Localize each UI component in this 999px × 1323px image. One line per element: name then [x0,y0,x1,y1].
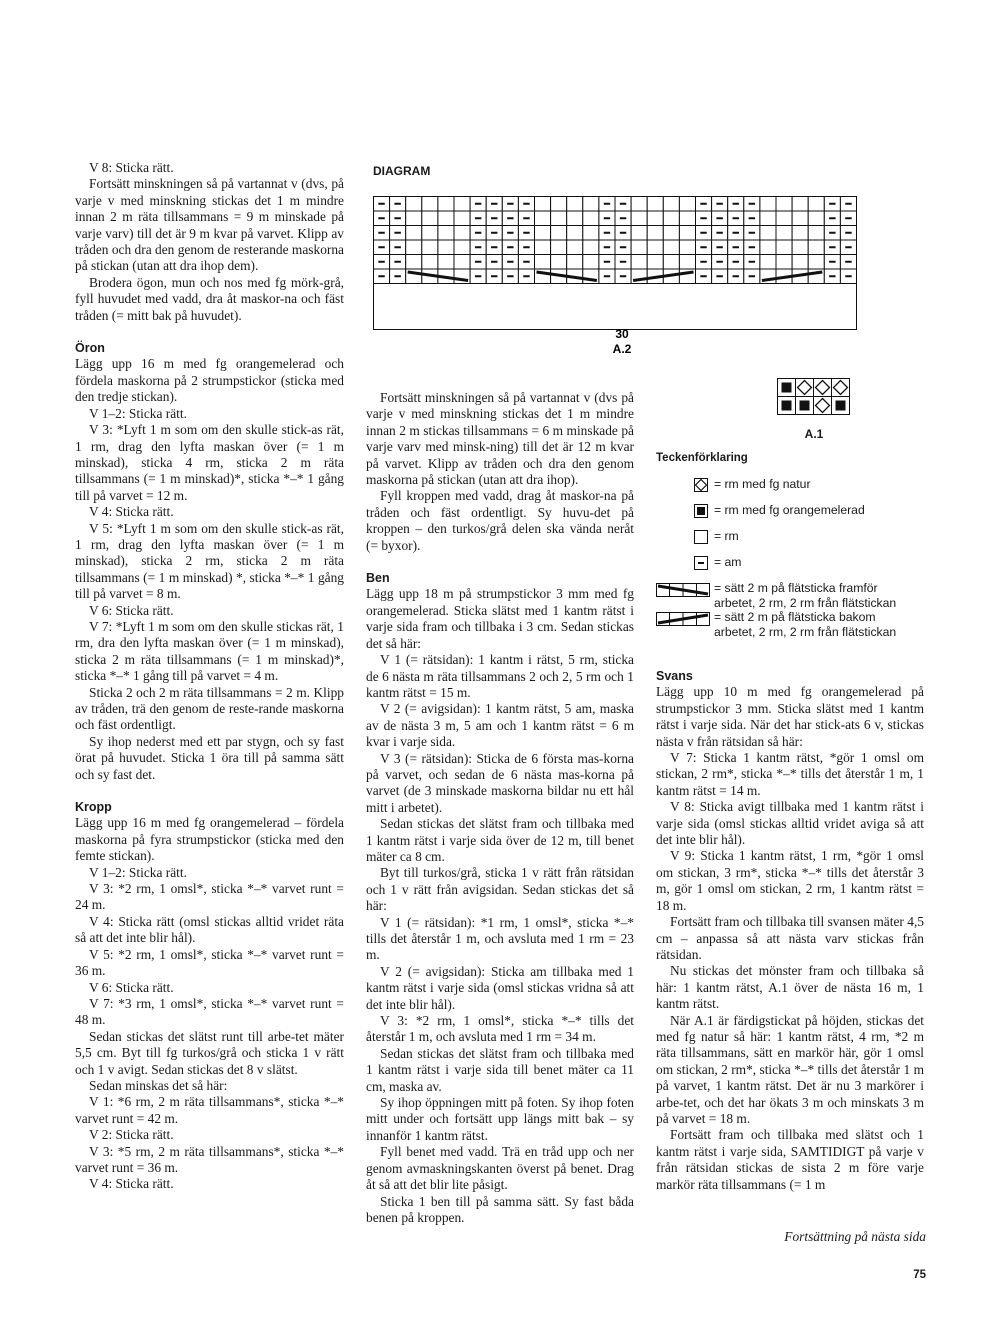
paragraph: Sticka 2 och 2 m räta tillsammans = 2 m. Klipp av tråden, trä den genom de reste-rande maskorna och fäst ordentligt. [75,684,344,733]
chart-cell [535,240,551,255]
chart-cell [567,226,583,241]
orange-stitch-mark [800,401,810,411]
chart-cell [422,197,438,212]
chart-cell [551,240,567,255]
paragraph: V 1–2: Sticka rätt. [89,405,187,421]
intro-paragraphs [75,160,344,324]
paragraph: V 1 (= rätsidan): 1 kantm i rätst, 5 rm, sticka de 6 nästa m räta tillsammans 2 och 2, 5 rm och 1 kantm rätst = 15 m. [366,652,634,700]
paragraph: Fortsätt fram och tillbaka med slätst och 1 kantm rätst i varje sida, SAMTIDIGT på varje v från rätsidan stickas de sista 2 m före varje markör räta tillsammans (= 1 m [656,1127,924,1192]
chart-cell [760,240,776,255]
paragraph: Byt till turkos/grå, sticka 1 v rätt från rätsidan och 1 v rätt från avigsidan. Sedan stickas det så här: [366,865,634,914]
chart-cell [776,255,792,270]
paragraph: V 7: *3 rm, 1 omsl*, sticka *–* varvet runt = 48 m. [75,995,344,1028]
chart-cell [647,255,663,270]
a1-grid [778,379,850,415]
chart-cell [567,240,583,255]
paragraph: V 3: *Lyft 1 m som om den skulle stick-as rät, 1 rm, drag den lyfta maskan över (= 1 m minskad), sticka 4 rm, sticka 2 m räta tillsammans (= 1 m minskad)*, sticka *–* 1 gång till på varvet = 12 m. [75,422,344,503]
a2-grid [374,197,857,330]
diagram-title: DIAGRAM [373,164,431,178]
paragraph: Fortsätt fram och tillbaka till svansen mäter 4,5 cm – anpassa så att nästa varv stickas från rätsidan. [656,914,924,962]
paragraph: V 8: Sticka rätt. [89,160,174,175]
chart-cell [454,197,470,212]
legend-title: Teckenförklaring [656,452,748,464]
chart-cell [663,197,679,212]
paragraph: Lägg upp 16 m med fg orangemelerad och fördela maskorna på 2 strumpstickor (sticka med den tredje stickan). [75,356,344,405]
paragraph: V 5: *2 rm, 1 omsl*, sticka *–* varvet runt = 36 m. [75,946,344,979]
chart-cell [406,255,422,270]
chart-cell [454,240,470,255]
chart-cell [776,197,792,212]
intro-paragraphs [366,390,634,554]
legend-text-cable-front: = sätt 2 m på flätsticka framför [714,581,878,595]
paragraph: V 1: *6 rm, 2 m räta tillsammans*, sticka *–* varvet runt = 42 m. [75,1094,344,1126]
chart-cell [776,211,792,226]
chart-cell [454,211,470,226]
chart-cell [567,211,583,226]
paragraph: Lägg upp 18 m på strumpstickor 3 mm med fg orangemelerad. Sticka slätst med 1 kantm rätst i varje sida fram och tillbaka i 3 cm. Sedan stickas det så här: [366,586,634,651]
heading-svans: Svans [656,669,693,683]
paragraph: V 7: Sticka 1 kantm rätst, *gör 1 omsl om stickan, 2 rm*, sticka *–* tills det återstår 1 m, 1 kantm rätst = 14 m. [656,750,924,798]
chart-cell [679,226,695,241]
chart-cell [647,240,663,255]
paragraph: Sy ihop nederst med ett par stygn, och sy fast örat på huvudet. Sticka 1 öra till på samma sätt och sy fast det. [75,733,344,782]
chart-cell [438,255,454,270]
legend-text-cable-back: = sätt 2 m på flätsticka bakom [714,610,876,624]
chart-cell [406,197,422,212]
chart-cell [551,255,567,270]
paragraph: Sedan stickas det slätst runt till arbe-tet mäter 5,5 cm. Byt till fg turkos/grå och sticka 1 v rätt och 1 v avigt. Sedan stickas det 8 v slätst. [75,1028,344,1077]
chart-cell [792,211,808,226]
chart-cell [422,240,438,255]
chart-cell [631,226,647,241]
chart-cell [663,211,679,226]
paragraph: V 2: Sticka rätt. [89,1127,174,1143]
chart-cell [551,197,567,212]
legend-text-natur: = rm med fg natur [714,477,811,491]
heading-ben: Ben [366,571,390,586]
a1-label: A.1 [804,427,824,441]
paragraph: V 7: *Lyft 1 m som om den skulle stickas rät, 1 rm, dra den lyfta maskan över (= 1 m minskad), sticka 2 m räta tillsammans (= 1 m minskad)*, sticka *–* 1 gång till på varvet = 4 m. [75,618,344,684]
chart-cell [760,226,776,241]
paragraph: Fyll kroppen med vadd, drag åt maskor-na på tråden och fäst ordentligt. Sy huvu-det på kroppen – den turkos/grå delen ska vända neråt (= byxor). [366,488,634,553]
paragraph: V 3: *2 rm, 1 omsl*, sticka *–* tills det återstår 1 m, och avsluta med 1 rm = 34 m. [366,1013,634,1045]
chart-cell [567,255,583,270]
paragraph: När A.1 är färdigstickat på höjden, stickas det med fg natur så här: 1 kantm rätst, 4 rm, *2 m räta tillsammans, sätt en markör här, gör 1 omsl om stickan, 2 rm*, sticka *–* tills det återstår 1 m på varvet, 1 kantm rätst. Det är nu 3 markörer i arbe-tet, och det har ökats 3 m och minskats 3 m på varvet = 18 m. [656,1012,924,1126]
a2-label: A.2 [612,342,632,356]
chart-cell [438,240,454,255]
chart-cell [663,240,679,255]
chart-cell [422,211,438,226]
chart-cell [776,226,792,241]
chart-cell [535,226,551,241]
diamond-square-icon [694,478,708,492]
column-1 [75,160,344,1193]
paragraph: Sedan minskas det så här: [89,1077,228,1093]
chart-cell [760,211,776,226]
paragraph: Fortsätt minskningen så på vartannat v (dvs, på varje v med minskning stickas det 1 m mindre innan 2 m räta tillsammans = 9 m minskade på varje varv) till det är 9 m kvar på varvet. Klipp av tråden och dra den genom de resterande maskorna på stickan (utan att dra ihop dem). [75,176,344,274]
chart-cell [583,226,599,241]
paragraph: V 6: Sticka rätt. [89,979,174,995]
legend-text-cable-front-2: arbetet, 2 rm, 2 rm från flätstickan [714,596,897,610]
cable-back-icon [656,612,710,626]
legend-text-am: = am [714,555,742,569]
filled-square-icon [694,504,708,518]
chart-cell [631,240,647,255]
cable-front-icon [656,583,710,597]
chart-cell [583,240,599,255]
paragraph: V 3: *5 rm, 2 m räta tillsammans*, sticka *–* varvet runt = 36 m. [75,1143,344,1175]
chart-cell [551,211,567,226]
chart-cell [406,211,422,226]
legend-text-rm: = rm [714,529,739,543]
paragraph: Fortsätt minskningen så på vartannat v (dvs på varje v med minskning stickas det 1 m mindre innan 2 m stickas tillsammans = 6 m minskade på varje varv med minsk-ning) till det är 12 m kvar på varvet. Klipp av tråden och dra den genom maskorna på stickan (utan att dra ihop). [366,390,634,488]
paragraph: V 5: *Lyft 1 m som om den skulle stick-as rät, 1 rm, drag den lyfta maskan över (= 1 m minskad), sticka 2 rm, sticka 2 m räta tillsammans (= 1 m minskad) *, sticka *–* 1 gång till på varvet = 8 m. [75,520,344,602]
paragraph: Fyll benet med vadd. Trä en tråd upp och ner genom avmaskningskanten överst på benet. Drag åt så att det blir lite påsigt. [366,1144,634,1193]
chart-cell [438,197,454,212]
chart-cell [760,197,776,212]
orange-stitch-mark [782,383,792,393]
chart-cell [406,240,422,255]
chart-a2 [373,196,857,356]
chart-cell [808,211,824,226]
paragraph: V 4: Sticka rätt. [89,1176,174,1192]
paragraph: Sy ihop öppningen mitt på foten. Sy ihop foten mitt under och fortsätt upp längs mitt bak – sy innanför 1 kantm rätst. [366,1095,634,1143]
paragraph: Sedan stickas det slätst fram och tillbaka med 1 kantm rätst i varje sida till benet mäter ca 11 cm, maska av. [366,1045,634,1094]
chart-repeat-band [374,284,857,330]
chart-cell [438,226,454,241]
chart-cell [679,211,695,226]
chart-cell [454,226,470,241]
paragraph: V 3: *2 rm, 1 omsl*, sticka *–* varvet runt = 24 m. [75,881,344,913]
chart-cell [535,197,551,212]
chart-cell [422,226,438,241]
column-3 [656,668,924,1193]
legend-text-cable-back-2: arbetet, 2 rm, 2 rm från flätstickan [714,625,897,639]
paragraph: Sedan stickas det slätst fram och tillbaka med 1 kantm rätst i varje sida över de 12 m, till benet mäter ca 8 cm. [366,816,634,864]
chart-cell [454,255,470,270]
page-number: 75 [913,1269,926,1281]
paragraph: V 3 (= rätsidan): Sticka de 6 första mas-korna på varvet, och sedan de 6 nästa mas-korna på varvet (de 3 minskade maskorna bildar nu ett hål mitt i arbetet). [366,750,634,815]
heading-kropp: Kropp [75,800,112,815]
chart-cell [438,211,454,226]
chart-cell [551,226,567,241]
empty-square-icon [694,530,708,544]
chart-cell [535,255,551,270]
column-2 [366,390,634,1226]
paragraph: V 6: Sticka rätt. [89,602,174,618]
chart-cell [647,226,663,241]
chart-cell [583,211,599,226]
chart-cell [808,197,824,212]
paragraph: Sticka 1 ben till på samma sätt. Sy fast båda benen på kroppen. [366,1193,634,1225]
paragraph: Brodera ögon, mun och nos med fg mörk-grå, fyll huvudet med vadd, dra åt maskor-na och fäst tråden (= mitt bak på huvudet). [75,274,344,323]
chart-cell [679,197,695,212]
chart-cell [406,226,422,241]
orange-stitch-mark [836,401,846,411]
paragraph: V 8: Sticka avigt tillbaka med 1 kantm rätst i varje sida (omsl stickas alltid vridet aviga så att det inte blir hål). [656,799,924,848]
dash-square-icon [694,556,708,570]
kropp-paragraphs [75,815,344,1192]
chart-cell [792,255,808,270]
paragraph: V 1–2: Sticka rätt. [89,864,187,880]
chart-cell [776,240,792,255]
chart-cell [663,226,679,241]
paragraph: V 2 (= avigsidan): 1 kantm rätst, 5 am, maska av de nästa 3 m, 5 am och 1 kantm rätst = 6 m kvar i varje sida. [366,701,634,750]
chart-cell [808,240,824,255]
chart-cell [583,197,599,212]
paragraph: Nu stickas det mönster fram och tillbaka så här: 1 kantm rätst, A.1 över de nästa 16 m, 1 kantm rätst. [656,963,924,1012]
chart-cell [792,240,808,255]
chart-cell [647,197,663,212]
chart-cell [535,211,551,226]
chart-cell [422,255,438,270]
chart-cell [583,255,599,270]
ben-paragraphs [366,586,634,1226]
chart-a1 [777,378,853,416]
chart-cell [663,255,679,270]
chart-cell [679,240,695,255]
chart-cell [808,226,824,241]
chart-cell [631,211,647,226]
paragraph: V 2 (= avigsidan): Sticka am tillbaka med 1 kantm rätst i varje sida (omsl stickas vridna så att det inte blir hål). [366,963,634,1012]
chart-cell [792,197,808,212]
paragraph: V 4: Sticka rätt. [89,504,174,520]
chart-cell [567,197,583,212]
paragraph: V 9: Sticka 1 kantm rätst, 1 rm, *gör 1 omsl om stickan, 3 rm*, sticka *–* tills det återstår 3 m, gör 1 omsl om stickan, 2 rm, 1 kantm rätst = 18 m. [656,848,924,913]
chart-cell [792,226,808,241]
heading-oron: Öron [75,341,105,356]
svans-paragraphs [656,684,924,1193]
chart-cell [760,255,776,270]
a2-count: 30 [615,327,629,341]
paragraph: Lägg upp 16 m med fg orangemelerad – fördela maskorna på fyra strumpstickor (sticka med den femte stickan). [75,815,344,864]
legend-text-orange: = rm med fg orangemelerad [714,503,865,517]
paragraph: Lägg upp 10 m med fg orangemelerad på strumpstickor 3 mm. Sticka slätst med 1 kantm rätst i varje sida. När det har stick-ats 6 v, stickas nästa v från rätsidan så här: [656,684,924,749]
chart-cell [631,197,647,212]
chart-cell [647,211,663,226]
continuation-note: Fortsättning på nästa sida [784,1229,926,1244]
paragraph: V 1 (= rätsidan): *1 rm, 1 omsl*, sticka *–* tills det återstår 1 m, och avsluta med 1 rm = 23 m. [366,914,634,963]
chart-cell [679,255,695,270]
chart-cell [631,255,647,270]
oron-paragraphs [75,356,344,783]
paragraph: V 4: Sticka rätt (omsl stickas alltid vridet räta så att det inte blir hål). [75,913,344,946]
orange-stitch-mark [782,401,792,411]
chart-cell [808,255,824,270]
